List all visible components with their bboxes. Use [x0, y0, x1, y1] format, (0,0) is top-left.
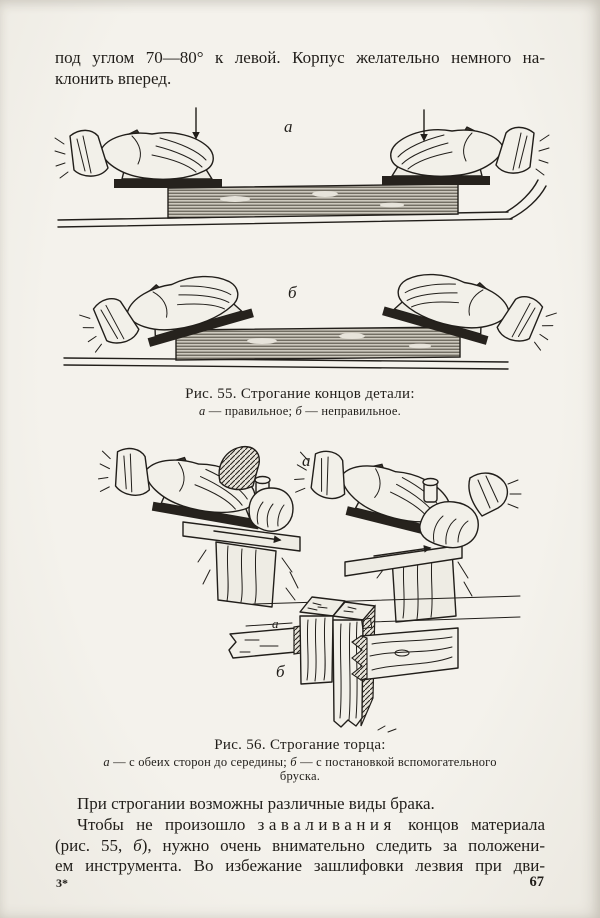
fig55-caption-title: Рис. 55. Строгание концов детали: — [185, 386, 415, 402]
fig55b-illustration — [0, 240, 600, 390]
left-hand-with-plane — [55, 130, 222, 188]
fig56b-small-a-label: а — [272, 616, 279, 631]
caption-b-text: — неправильное. — [301, 404, 401, 418]
paragraph-line: (рис. 55, б), нужно очень внимательно следить за положени- — [55, 835, 545, 855]
fig56a-label: а — [302, 451, 311, 470]
signature-mark: 3* — [56, 876, 68, 890]
paragraph-line: При строгании возможны различные виды брака. — [77, 794, 435, 813]
fig56-caption-title: Рис. 56. Строгание торца: — [214, 737, 386, 753]
fig55a-label: а — [284, 117, 293, 136]
caption-b-label: б — [290, 755, 297, 769]
paragraph-line: Чтобы не произошло заваливания концов материала — [77, 814, 545, 834]
fig56b-label: б — [276, 662, 285, 681]
caption-a-text: — правильное; — [205, 404, 296, 418]
board — [176, 327, 460, 360]
fig56-illustration — [0, 430, 600, 735]
fig55-caption-sub — [55, 404, 545, 419]
paragraph-line: клонить вперед. — [55, 69, 172, 88]
fig56-caption-lastline: бруска. — [279, 769, 321, 783]
fig56a-right-front-hand — [420, 473, 521, 548]
board — [168, 184, 458, 218]
paragraph-line: ем инструмента. Во избежание зашлифовки лезвия при дви- — [55, 856, 545, 876]
fig56-caption-sub — [55, 755, 545, 770]
caption-a-label: а — [103, 755, 110, 769]
fig56b-right-board — [352, 618, 458, 680]
paragraph-line: под углом 70—80° к левой. Корпус желательно немного на- — [55, 48, 545, 67]
fig55b-label: б — [288, 283, 297, 302]
body-paragraph — [55, 794, 545, 877]
caption-a-text: — с обеих сторон до середины; — [109, 755, 291, 769]
emphasized-spaced-word: заваливания — [257, 814, 396, 834]
fig56b-bench-lines — [246, 596, 520, 626]
right-hand-with-plane — [382, 127, 549, 185]
fig55a-illustration — [0, 96, 600, 244]
top-paragraph — [55, 47, 545, 89]
fig56b-left-rail — [229, 628, 296, 658]
caption-b-label: б — [295, 404, 302, 418]
fig56a-left-post — [198, 542, 298, 607]
figure-reference-letter: б — [133, 835, 142, 855]
shavings — [378, 726, 396, 732]
caption-a-label: а — [199, 404, 206, 418]
page-number: 67 — [529, 874, 544, 890]
caption-b-text: — с постановкой вспомогательного — [296, 755, 497, 769]
workbench — [64, 358, 508, 369]
